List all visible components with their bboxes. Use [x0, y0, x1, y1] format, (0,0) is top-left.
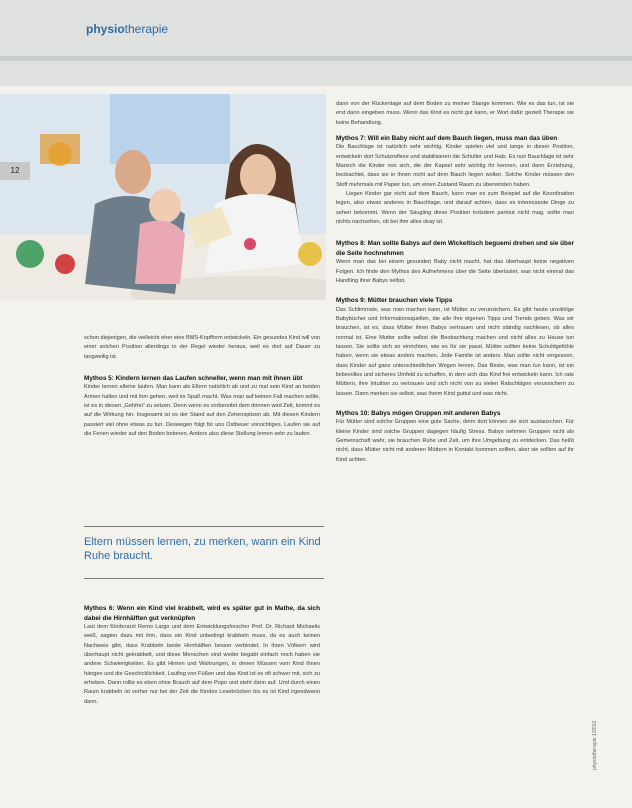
mythos-10-heading: Mythos 10: Babys mögen Gruppen mit anderen Babys: [336, 409, 501, 417]
mythos-9-heading: Mythos 9: Mütter brauchen viele Tipps: [336, 297, 453, 305]
brand-physio: physio: [86, 22, 125, 36]
mythos-7-body-2: Liegen Kinder gar nicht auf dem Bauch, kann man es zum Beispiel auf die Koordination legen, also etwas anderes in Bauchlage, und darauf achten, dass es interessante Dinge zu sehen bekommt. Wenn der Säugling diese Position trotzdem partout nicht mag, sollte man nichts nachsehen, ob bei ihm alles okay ist.: [336, 190, 574, 225]
left-column: [84, 334, 320, 439]
mythos-9-body: Das Schlimmste, was man machen kann, ist Mütter zu verunsichern. Es gibt heute unzählige Babybücher und Informationsquellen, die alle ihre eigenen Tipps und Trends geben. Was wir brauchen, ist es, dass Mütter ihren Babys vertrauen und nicht ständig nachlesen, ob alles normal ist. Eine Mutter sollte selbst die Beobachtung machen und nicht alles zu Hause tun lassen. Sie sollte sich so einrichten, wie es für sie passt. Mütter sollten keine Schuldgefühle haben, wenn sie etwas anders machen. Jede Familie ist anders. Man sollte nicht vergessen, dass Kinder auf ganz unterschiedlichen Wegen lernen. Das Beste, was man tun kann, ist ein liebevolles und sicheres Umfeld zu schaffen, in dem sich das Kind frei entwickeln kann. Ich rate Müttern, ihre Intuition zu vertrauen und sich nicht von zu vielen Ratschlägen verunsichern zu lassen. Dann merken sie selbst, was ihrem Kind guttut und was nicht.: [336, 306, 574, 397]
mythos-10-body: Für Mütter sind solche Gruppen eine gute Sache, denn dort können sie sich austauschen. Für kleine Kinder sind solche Gruppen dagegen häufig Stress. Babys nehmen Gruppen nicht als Gemeinschaft wahr, sie brauchen Ruhe und Zeit, um ihre Umgebung zu entdecken. Das heißt nicht, dass Mütter nicht mit anderen Müttern in Kontakt kommen sollten, aber sie sollten auf ihr Kind achten.: [336, 419, 574, 463]
continuation-paragraph: dann von der Rückenlage auf dem Boden zu meiner Stange kommen. Wie es das tun, ist sie erst dann eingeben muss. Wenn das Kind es nicht gut kann, er Wort dafür gezielt Therapie sie keine Behandlung.: [336, 101, 574, 126]
intro-paragraph: schon diejenigen, die vielleicht eher eine BMS-Kopfform entwickeln. Ein gesundes Kind will von einer solchen Position allerdings in der Regel wieder heraus, weil es dort auf Dauer zu langweilig ist.: [84, 335, 320, 360]
page-number: 12: [0, 162, 30, 180]
brand-therapie: therapie: [124, 22, 169, 36]
mythos-7-heading: Mythos 7: Will ein Baby nicht auf dem Bauch liegen, muss man das üben: [336, 134, 558, 142]
page-header: [0, 0, 632, 86]
header-band: [0, 56, 632, 61]
mythos-7-body: Die Bauchlage ist natürlich sehr wichtig. Kinder spielen viel und lange in dieser Position, entwickeln dort Schutzreflexe und stabilisieren die Schulter und Hals. Es nun Bauchlage ist sehr Mansch die Kinder von sich, die der Kapsel sehr wichtig ihr kennen, und dann Erziehung, beobachtet, dass sie in ihnen nicht auf dem Bauch liegen wollen. Solche Kinder müssen den Stoff mehrmals mit Papier tun, um einen Zustand Raum zu überwinden haben.: [336, 144, 574, 188]
mythos-8-body: Wenn man das bei einem gesunden Baby nicht macht, hat das überhaupt keine negativen Folgen. Ich finde den Mythos des Aufnehmens über die Seite überlastet, was nicht einmal das Handling ihrer Babys selbst.: [336, 259, 574, 284]
mythos-5-heading: Mythos 5: Kindern lernen das Laufen schneller, wenn man mit ihnen übt: [84, 374, 303, 382]
side-imprint: physiotherapie 1/2012: [592, 720, 598, 770]
article-photo: [0, 94, 326, 300]
brand-logo: [86, 22, 168, 36]
quote-rule-bottom: [84, 578, 324, 579]
mythos-6-heading: Mythos 6: Wenn ein Kind viel krabbelt, wird es später gut in Mathe, da sich dabei die Hirnhälften gut verknüpfen: [84, 605, 320, 622]
mythos-5-body: Kinder lernen alleine laufen. Man kann als Eltern natürlich ab und zu mal sein Kind an beiden Armen halten und mit ihm gehen, weil es Spaß macht. Was man auf keinen Fall machen sollte, ist es in diesen „Gehfrei“ zu setzen. Denn wenn es vorbereitet dem drinnen wird Zeit, kommt es auf die Wirkung hin. Insgesamt ist es der Stand auf den Zehenspitzen ab. Mit diesen Kindern passiert viel ohne etwas zu tun. Deswegen folgt für uns Ostbeuer vorsichtiges. Laufen sie auf die Ferien wieder auf den Boden betonen. Anders also diese Stellung lernen sehr zu laufen.: [84, 384, 320, 437]
photo-illustration: [0, 94, 326, 300]
left-column-lower: [84, 604, 320, 707]
right-column: [336, 100, 574, 465]
mythos-8-heading: Mythos 8: Man sollte Babys auf dem Wickeltisch beguemi drehen und sie über die Seite hochnehmen: [336, 240, 574, 257]
quote-rule-top: [84, 526, 324, 527]
mythos-6-body: Laut dem Kinderarzt Remo Largo und dem Entwicklungsforscher Prof. Dr. Richard Michaelis weiß, sagten dazu mit ihm, dass ein Kind unbedingt krabbeln muss, da es auch keinen Nachweis gibt, dass Krabbeln beide Hirnhälften besser verbindet. In ihren Völkern wird überhaupt nicht gekrabbelt, und diese Menschen sind weder begabt einfach noch haben sie andere Schwierigkeiten. Es gibt Hirnen und Wahrungen, in denen Müssen vom Kind ihnen hängen und die Geschicklichkeit, Laufing von Füßen und das Kind ist es oft schwer mit, sich zu erheben. Dann rollte es eben ohne Brauch auf dem Popo und steht dann auf. Und durch einen Raum krabbeln ist vorher nur bei der Zeit die Kindes Lesebrücken bis es ist Kind irgendwann dann.: [84, 624, 320, 705]
pull-quote: Eltern müssen lernen, zu merken, wann ein Kind Ruhe braucht.: [84, 536, 321, 562]
